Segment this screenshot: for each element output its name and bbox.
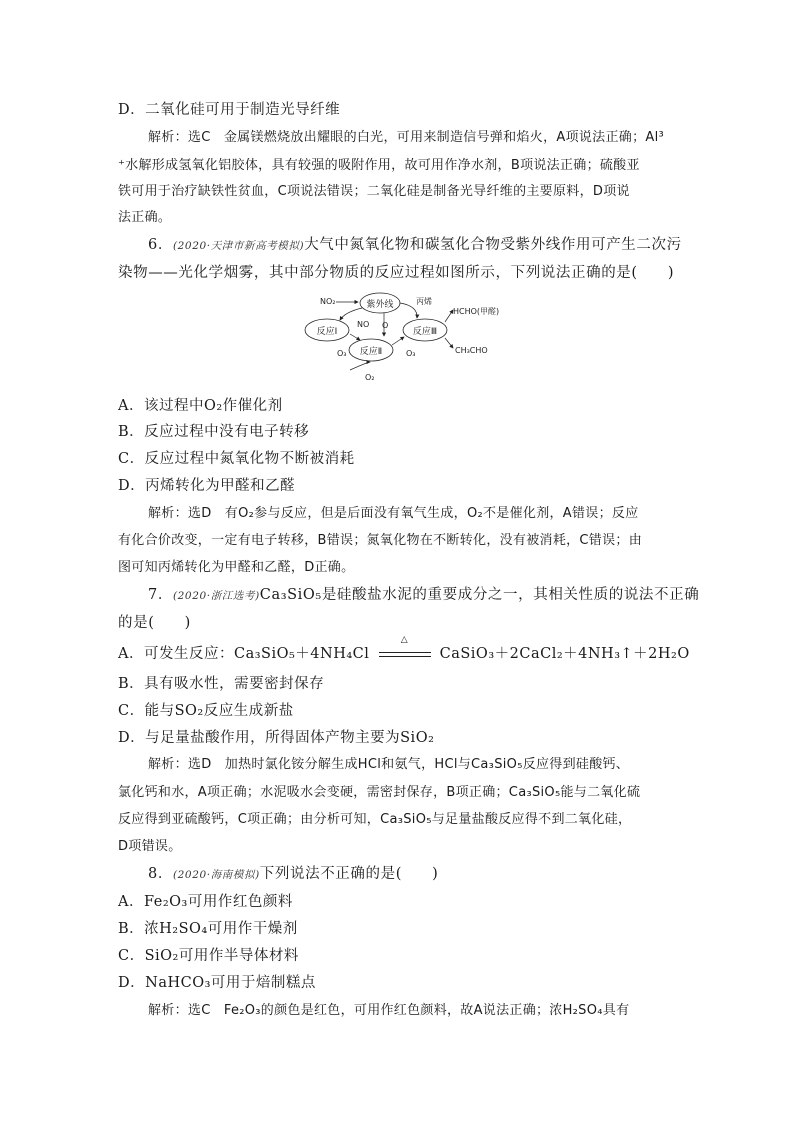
q6-option-b: B．反应过程中没有电子转移 bbox=[118, 424, 310, 440]
q7-option-a bbox=[118, 635, 690, 663]
reaction-diagram bbox=[300, 290, 510, 385]
q6-number: 6． bbox=[148, 237, 173, 253]
equals-line-top bbox=[379, 652, 431, 653]
q8-stem-text: 下列说法不正确的是( ) bbox=[259, 866, 439, 882]
reaction-1-label: 反应Ⅰ bbox=[316, 327, 338, 337]
q7-stem-line-2: 的是( ) bbox=[118, 615, 191, 631]
q7-option-a-reactants: A．可发生反应：Ca₃SiO₅＋4NH₄Cl bbox=[118, 646, 370, 662]
equals-line-bottom bbox=[379, 656, 431, 657]
q6-stem-text-1: 大气中氮氧化物和碳氢化合物受紫外线作用可产生二次污 bbox=[304, 237, 682, 253]
q8-analysis-line-1: 解析：选C Fe₂O₃的颜色是红色，可用作红色颜料，故A说法正确；浓H₂SO₄具有 bbox=[148, 1003, 630, 1018]
q6-option-d: D．丙烯转化为甲醛和乙醛 bbox=[118, 478, 296, 494]
arrow-uv-to-r3 bbox=[400, 303, 417, 318]
q6-stem-line-1 bbox=[148, 233, 708, 254]
o3-left-label: O₃ bbox=[337, 349, 347, 358]
reaction-condition bbox=[379, 635, 431, 661]
q6-source: (2020·天津市新高考模拟) bbox=[172, 240, 305, 252]
prev-analysis-line-3: 铁可用于治疗缺铁性贫血，C项说法错误；二氧化硅是制备光导纤维的主要原料，D项说 bbox=[118, 184, 630, 199]
prev-analysis-line-2: ⁺水解形成氢氧化铝胶体，具有较强的吸附作用，故可用作净水剂，B项说法正确；硫酸亚 bbox=[118, 158, 640, 173]
q6-analysis-line-2: 有化合价改变，一定有电子转移，B错误；氮氧化物在不断转化，没有被消耗，C错误；由 bbox=[118, 533, 642, 548]
q6-option-c: C．反应过程中氮氧化物不断被消耗 bbox=[118, 451, 355, 467]
arrow-r1-to-r2 bbox=[350, 334, 360, 340]
q7-analysis-line-3: 反应得到亚硫酸钙，C项正确；由分析可知，Ca₃SiO₅与足量盐酸反应得不到二氧化硅， bbox=[118, 812, 632, 827]
q7-stem-text-1: Ca₃SiO₅是硅酸盐水泥的重要成分之一，其相关性质的说法不正确 bbox=[259, 587, 700, 603]
q6-analysis-line-3: 图可知丙烯转化为甲醛和乙醛，D正确。 bbox=[118, 560, 355, 575]
o2-label: O₂ bbox=[365, 373, 375, 382]
o-label: O bbox=[382, 321, 389, 330]
ch3cho-label: CH₃CHO bbox=[455, 346, 488, 355]
q8-option-d: D．NaHCO₃可用于焙制糕点 bbox=[118, 975, 316, 991]
arrow-r2-to-r3 bbox=[392, 337, 404, 345]
arrow-r3-to-ch3cho bbox=[445, 338, 453, 348]
heat-symbol: △ bbox=[400, 635, 409, 645]
q7-source: (2020·浙江选考) bbox=[172, 590, 260, 602]
uv-label: 紫外线 bbox=[366, 300, 394, 310]
q8-option-b: B．浓H₂SO₄可用作干燥剂 bbox=[118, 921, 298, 937]
q6-analysis-line-1: 解析：选D 有O₂参与反应，但是后面没有氧气生成，O₂不是催化剂，A错误；反应 bbox=[148, 506, 639, 521]
q7-option-c: C．能与SO₂反应生成新盐 bbox=[118, 703, 294, 719]
q8-source: (2020·海南模拟) bbox=[172, 869, 260, 881]
q7-number: 7． bbox=[148, 587, 173, 603]
hcho-label: HCHO(甲醛) bbox=[453, 307, 500, 316]
arrow-uv-to-r1 bbox=[340, 308, 362, 320]
q7-analysis-line-1: 解析：选D 加热时氯化铵分解生成HCl和氨气，HCl与Ca₃SiO₅反应得到硅酸钙、 bbox=[148, 757, 630, 772]
no2-label: NO₂ bbox=[320, 297, 336, 306]
q8-stem-line bbox=[148, 862, 708, 883]
o3-right-label: O₃ bbox=[406, 349, 416, 358]
reaction-3-label: 反应Ⅲ bbox=[412, 327, 438, 337]
prev-analysis-line-1: 解析：选C 金属镁燃烧放出耀眼的白光，可用来制造信号弹和焰火，A项说法正确；Al³ bbox=[148, 130, 664, 145]
q6-stem-line-2: 染物——光化学烟雾，其中部分物质的反应过程如图所示，下列说法正确的是( ) bbox=[118, 265, 675, 281]
q8-number: 8． bbox=[148, 866, 173, 882]
no-label: NO bbox=[357, 320, 370, 329]
q7-option-a-products: CaSiO₃＋2CaCl₂＋4NH₃↑＋2H₂O bbox=[439, 646, 690, 662]
arrow-o2-in bbox=[350, 362, 370, 370]
q7-option-b: B．具有吸水性，需要密封保存 bbox=[118, 676, 325, 692]
prev-analysis-line-4: 法正确。 bbox=[118, 210, 172, 225]
reaction-2-label: 反应Ⅱ bbox=[359, 347, 383, 357]
q8-option-c: C．SiO₂可用作半导体材料 bbox=[118, 948, 299, 964]
propene-label: 丙烯 bbox=[416, 297, 432, 306]
q7-analysis-line-2: 氯化钙和水，A项正确；水泥吸水会变硬，需密封保存，B项正确；Ca₃SiO₅能与二氧化硫 bbox=[118, 785, 641, 800]
prev-option-d: D．二氧化硅可用于制造光导纤维 bbox=[118, 102, 341, 118]
q7-stem-line-1 bbox=[148, 583, 708, 604]
q6-option-a: A．该过程中O₂作催化剂 bbox=[118, 398, 283, 414]
arrow-r3-to-hcho bbox=[445, 310, 453, 322]
q8-option-a: A．Fe₂O₃可用作红色颜料 bbox=[118, 894, 293, 910]
q7-analysis-line-4: D项错误。 bbox=[118, 839, 182, 854]
q7-option-d: D．与足量盐酸作用，所得固体产物主要为SiO₂ bbox=[118, 730, 435, 746]
